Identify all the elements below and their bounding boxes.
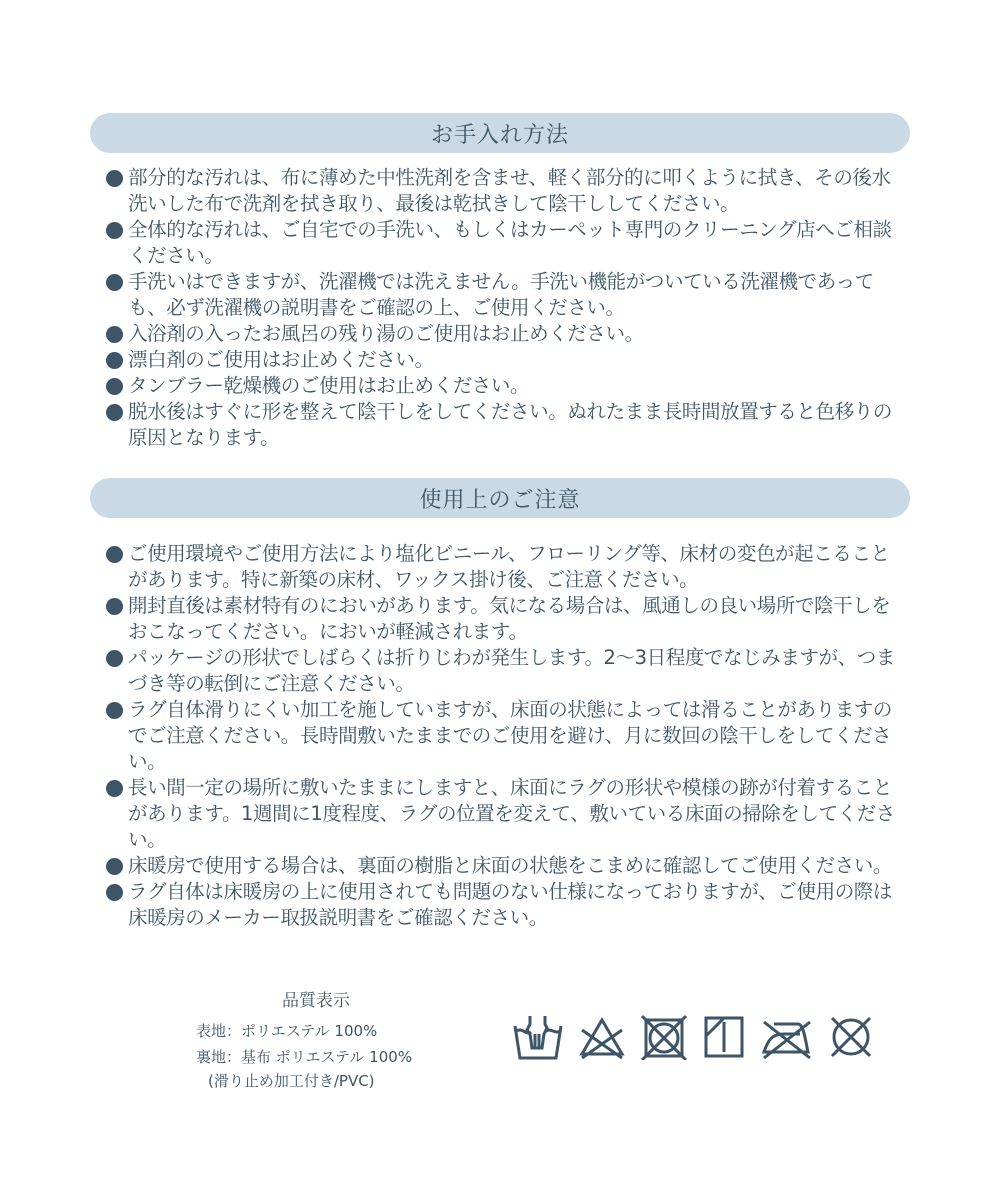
- caution-section-title: 使用上のご注意: [419, 487, 581, 513]
- care-list: [106, 165, 906, 451]
- list-item: 脱水後はすぐに形を整えて陰干しをしてください。ぬれたまま長時間放置すると色移りの原因となります。: [106, 399, 906, 451]
- bullet-icon: [106, 650, 123, 667]
- care-section-title: お手入れ方法: [430, 122, 569, 148]
- bullet-icon: [106, 378, 123, 395]
- list-item: ラグ自体滑りにくい加工を施していますが、床面の状態によっては滑ることがありますのでご注意ください。長時間敷いたままでのご使用を避け、月に数回の陰干しをしてください。: [106, 697, 906, 775]
- caution-section-header: [90, 478, 910, 518]
- list-item: 床暖房で使用する場合は、裏面の樹脂と床面の状態をこまめに確認してご使用ください。: [106, 853, 906, 879]
- care-symbols: [512, 1014, 874, 1060]
- no-iron-icon: [760, 1014, 814, 1060]
- list-item: 全体的な汚れは、ご自宅での手洗い、もしくはカーペット専門のクリーニング店へご相談ください。: [106, 217, 906, 269]
- list-item: 開封直後は素材特有のにおいがあります。気になる場合は、風通しの良い場所で陰干しをおこなってください。においが軽減されます。: [106, 593, 906, 645]
- bullet-icon: [106, 274, 123, 291]
- list-item: 手洗いはできますが、洗濯機では洗えません。手洗い機能がついている洗濯機であっても、必ず洗濯機の説明書をご確認の上、ご使用ください。: [106, 269, 906, 321]
- bullet-icon: [106, 702, 123, 719]
- bullet-icon: [106, 352, 123, 369]
- bullet-icon: [106, 222, 123, 239]
- list-item: 部分的な汚れは、布に薄めた中性洗剤を含ませ、軽く部分的に叩くように拭き、その後水洗いした布で洗剤を拭き取り、最後は乾拭きして陰干ししてください。: [106, 165, 906, 217]
- quality-title: 品質表示: [282, 991, 350, 1011]
- bullet-icon: [106, 404, 123, 421]
- list-item: ご使用環境やご使用方法により塩化ビニール、フローリング等、床材の変色が起こることがあります。特に新築の床材、ワックス掛け後、ご注意ください。: [106, 541, 906, 593]
- list-item: パッケージの形状でしばらくは折りじわが発生します。2～3日程度でなじみますが、つまづき等の転倒にご注意ください。: [106, 645, 906, 697]
- bullet-icon: [106, 884, 123, 901]
- quality-row-face: 表地：ポリエステル 100%: [196, 1022, 378, 1040]
- list-item: タンブラー乾燥機のご使用はお止めください。: [106, 373, 906, 399]
- hand-wash-icon: [512, 1014, 564, 1060]
- bullet-icon: [106, 780, 123, 797]
- no-tumble-dry-icon: [640, 1014, 688, 1060]
- care-section-header: [90, 113, 910, 153]
- no-dry-clean-icon: [828, 1014, 874, 1060]
- drip-dry-shade-icon: [702, 1014, 746, 1060]
- quality-row-note: (滑り止め加工付き/PVC): [208, 1072, 375, 1090]
- bullet-icon: [106, 170, 123, 187]
- bullet-icon: [106, 858, 123, 875]
- bullet-icon: [106, 546, 123, 563]
- bullet-icon: [106, 326, 123, 343]
- list-item: ラグ自体は床暖房の上に使用されても問題のない仕様になっておりますが、ご使用の際は床暖房のメーカー取扱説明書をご確認ください。: [106, 879, 906, 931]
- quality-row-back: 裏地：基布 ポリエステル 100%: [196, 1048, 413, 1066]
- list-item: 漂白剤のご使用はお止めください。: [106, 347, 906, 373]
- bullet-icon: [106, 598, 123, 615]
- caution-list: [106, 541, 906, 931]
- list-item: 入浴剤の入ったお風呂の残り湯のご使用はお止めください。: [106, 321, 906, 347]
- no-bleach-icon: [578, 1014, 626, 1060]
- list-item: 長い間一定の場所に敷いたままにしますと、床面にラグの形状や模様の跡が付着することがあります。1週間に1度程度、ラグの位置を変えて、敷いている床面の掃除をしてください。: [106, 775, 906, 853]
